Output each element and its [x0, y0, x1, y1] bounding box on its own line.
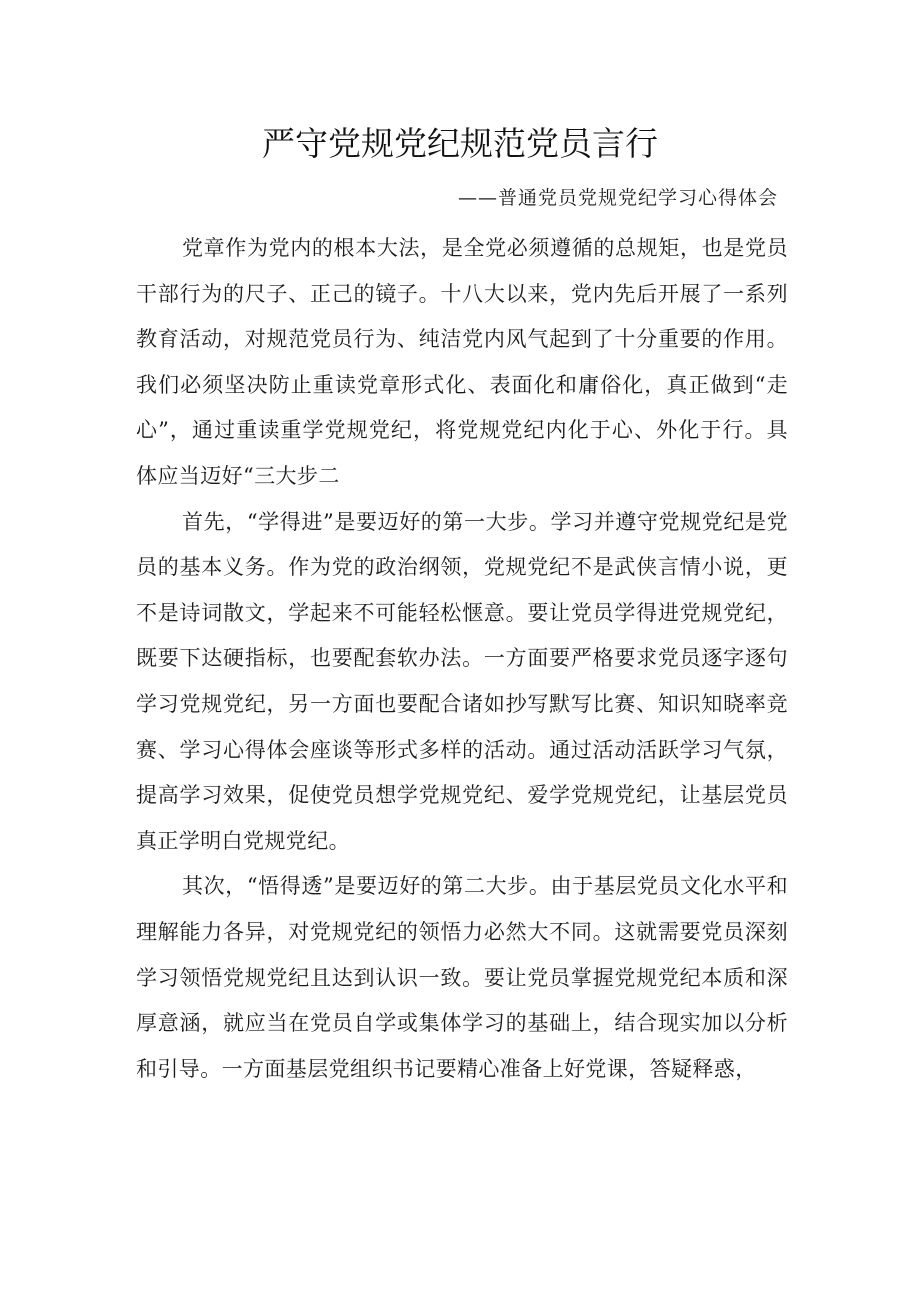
- document-title: 严守党规党纪规范党员言行: [262, 124, 658, 163]
- document-subtitle: ——普通党员党规党纪学习心得体会: [457, 187, 778, 209]
- paragraph-first-step: 首先，“学得进”是要迈好的第一大步。学习并遵守党规党纪是党员的基本义务。作为党的政治纲领，党规党纪不是武侠言情小说，更不是诗词散文，学起来不可能轻松惬意。要让党员学得进党规党纪，既要下达硬指标，也要配套软办法。一方面要严格要求党员逐字逐句学习党规党纪，另一方面也要配合诸如抄写默写比赛、知识知晓率竞赛、学习心得体会座谈等形式多样的活动。通过活动活跃学习气氛，提高学习效果，促使党员想学党规党纪、爱学党规党纪，让基层党员真正学明白党规党纪。: [136, 509, 788, 853]
- document-body: [136, 226, 788, 1092]
- paragraph-second-step: 其次，“悟得透”是要迈好的第二大步。由于基层党员文化水平和理解能力各异，对党规党纪的领悟力必然大不同。这就需要党员深刻学习领悟党规党纪且达到认识一致。要让党员掌握党规党纪本质和深厚意涵，就应当在党员自学或集体学习的基础上，结合现实加以分析和引导。一方面基层党组织书记要精心准备上好党课，答疑释惑，: [136, 874, 788, 1081]
- paragraph-intro: 党章作为党内的根本大法，是全党必须遵循的总规矩，也是党员干部行为的尺子、正己的镜子。十八大以来，党内先后开展了一系列教育活动，对规范党员行为、纯洁党内风气起到了十分重要的作用。我们必须坚决防止重读党章形式化、表面化和庸俗化，真正做到“走心”，通过重读重学党规党纪，将党规党纪内化于心、外化于行。具体应当迈好“三大步二: [136, 236, 788, 488]
